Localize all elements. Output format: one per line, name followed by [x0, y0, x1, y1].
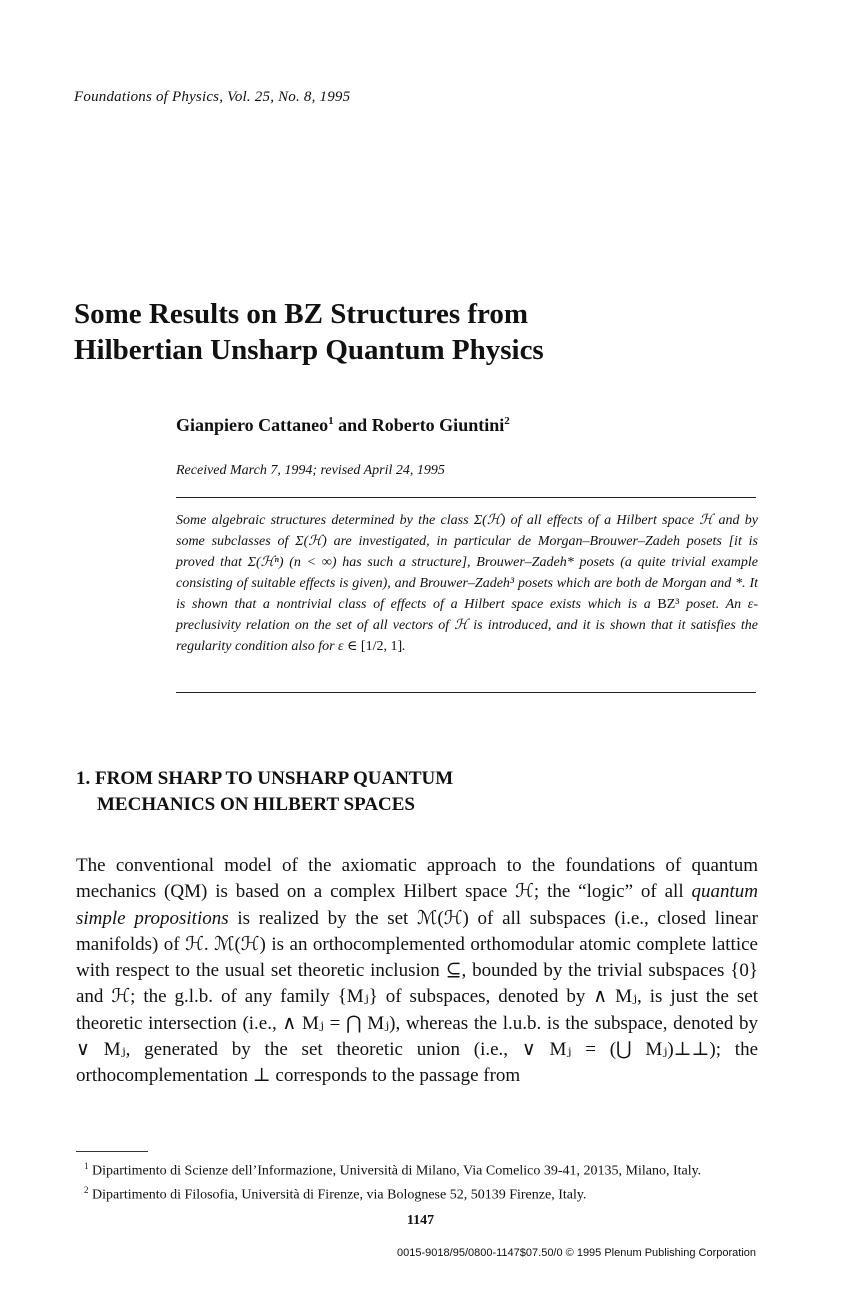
- author-name: Gianpiero Cattaneo: [176, 415, 329, 435]
- author-name: Roberto Giuntini: [371, 415, 505, 435]
- footnote-text: Dipartimento di Scienze dell’Informazione, Università di Milano, Via Comelico 39-41, 20135, Milano, Italy.: [88, 1163, 702, 1179]
- page-number: 1147: [406, 1213, 435, 1228]
- footnotes: [84, 1157, 758, 1205]
- section-heading-line-2: MECHANICS ON HILBERT SPACES: [97, 794, 415, 815]
- footnote-2: [84, 1181, 758, 1205]
- body-text: is realized by the set ℳ(ℋ) of all subspaces (i.e., closed linear manifolds) of ℋ. ℳ(ℋ) is an orthocomplemented orthomodular atomic complete lattice with respect to the usual set theoretic inclusion ⊆, bounded by the trivial subspaces {0} and ℋ; the g.l.b. of any family {Mⱼ} of subspaces, denoted by ∧ Mⱼ, is just the set theoretic intersection (i.e., ∧ Mⱼ = ⋂ Mⱼ), whereas the l.u.b. is the subspace, denoted by ∨ Mⱼ, generated by the set theoretic union (i.e., ∨ Mⱼ = (⋃ Mⱼ)⊥⊥); the orthocomplementation ⊥ corresponds to the passage from: [76, 907, 758, 1087]
- body-text: The conventional model of the axiomatic approach to the foundations of quantum mechanics (QM) is based on a complex Hilbert space ℋ; the “logic” of all: [76, 855, 758, 903]
- paper-title-line-2: Hilbertian Unsharp Quantum Physics: [74, 334, 544, 366]
- affiliation-mark: 1: [328, 415, 334, 427]
- body-paragraph: [76, 853, 758, 1090]
- section-heading-line-1: 1. FROM SHARP TO UNSHARP QUANTUM: [76, 768, 454, 789]
- abstract-bz3: BZ³: [657, 597, 680, 612]
- abstract-bottom-rule: [176, 692, 756, 693]
- section-heading: [76, 766, 453, 818]
- copyright-line: 0015-9018/95/0800-1147$07.50/0 © 1995 Plenum Publishing Corporation: [397, 1247, 756, 1259]
- footnote-mark: 2: [84, 1185, 89, 1196]
- footnote-text: Dipartimento di Filosofia, Università di Firenze, via Bolognese 52, 50139 Firenze, Italy.: [88, 1187, 587, 1203]
- footnote-1: [84, 1157, 758, 1181]
- abstract-interval: [1/2, 1]: [360, 639, 403, 654]
- affiliation-mark: 2: [504, 415, 510, 427]
- paper-title: [74, 296, 544, 368]
- journal-citation: Foundations of Physics, Vol. 25, No. 8, 1995: [74, 89, 351, 105]
- footnote-mark: 1: [84, 1161, 89, 1171]
- received-date: Received March 7, 1994; revised April 24, 1995: [176, 463, 445, 478]
- abstract-text: Some algebraic structures determined by the class Σ(ℋ) of all effects of a Hilbert space ℋ and by some subclasses of Σ(ℋ) are investigated, in particular de Morgan–Brouwer–Zadeh posets [it is proved that Σ(ℋⁿ) (n < ∞) has such a structure], Brouwer–Zadeh* posets (a quite trivial example consisting of suitable effects is given), and Brouwer–Zadeh³ posets which are both de Morgan and *. It is shown that a nontrivial class of effects of a Hilbert space exists which is a: [176, 513, 758, 612]
- abstract: [176, 510, 758, 657]
- abstract-text: poset. An ε-preclusivity relation on the set of all vectors of ℋ is introduced, and it is shown that it satisfies the regularity condition also for ε ∈: [176, 597, 758, 654]
- abstract-text: .: [402, 639, 406, 654]
- author-conjunction: and: [338, 415, 368, 435]
- footnote-rule: [76, 1151, 148, 1152]
- abstract-top-rule: [176, 497, 756, 498]
- author-line: [176, 415, 510, 436]
- body-emphasis: quantum simple propositions: [76, 881, 758, 929]
- paper-title-line-1: Some Results on BZ Structures from: [74, 298, 529, 330]
